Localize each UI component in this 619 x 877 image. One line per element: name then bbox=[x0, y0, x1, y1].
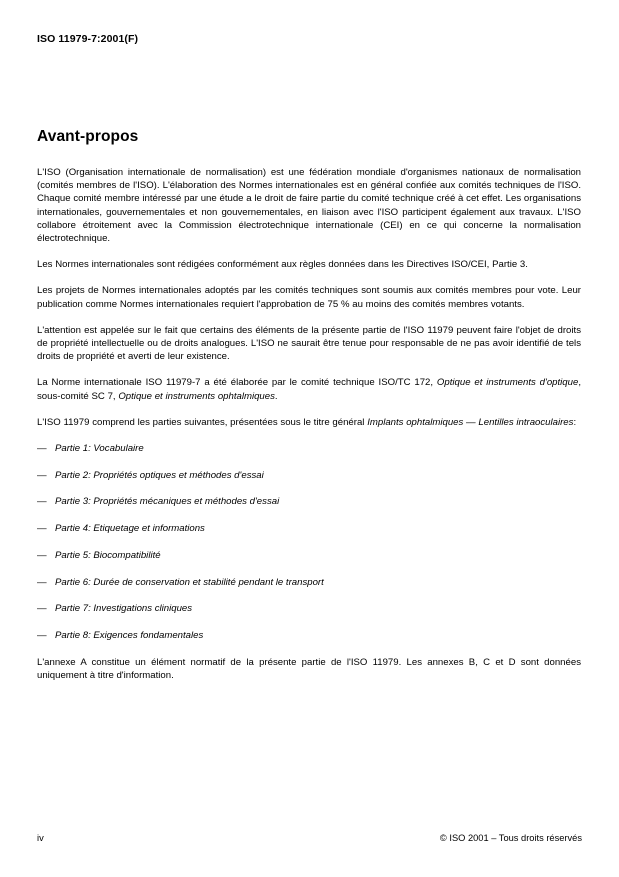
list-item bbox=[37, 442, 581, 455]
list-item bbox=[37, 602, 581, 615]
footer-copyright: © ISO 2001 – Tous droits réservés bbox=[439, 833, 582, 843]
committee-text-end: . bbox=[274, 390, 278, 402]
list-item-label: Partie 4: Etiquetage et informations bbox=[55, 523, 205, 535]
page-title: Avant-propos bbox=[37, 128, 139, 145]
em-dash-bullet-icon: — bbox=[37, 443, 47, 455]
committee-title-tc: Optique et instruments d'optique bbox=[436, 377, 579, 389]
em-dash-bullet-icon: — bbox=[37, 603, 47, 615]
list-item bbox=[37, 576, 581, 589]
page-footer bbox=[37, 833, 582, 845]
parts-intro-lead: L'ISO 11979 comprend les parties suivantes, présentées sous le titre général bbox=[37, 416, 368, 428]
list-item-label: Partie 6: Durée de conservation et stabilité pendant le transport bbox=[55, 576, 324, 588]
parts-list bbox=[37, 442, 581, 642]
general-title: Implants ophtalmiques — Lentilles intraoculaires bbox=[367, 416, 574, 428]
parts-intro-paragraph bbox=[37, 416, 581, 429]
list-item-label: Partie 2: Propriétés optiques et méthodes d'essai bbox=[55, 469, 264, 481]
em-dash-bullet-icon: — bbox=[37, 576, 47, 588]
foreword-paragraph-2: Les Normes internationales sont rédigées conformément aux règles données dans les Directives ISO/CEI, Partie 3. bbox=[37, 259, 528, 271]
list-item-label: Partie 8: Exigences fondamentales bbox=[55, 629, 204, 641]
document-body bbox=[37, 128, 581, 682]
foreword-paragraph-3: Les projets de Normes internationales adoptés par les comités techniques sont soumis aux comités membres pour vote. Leur publication comme Normes internationales requiert l'approbation de 75 % au moins des comités membres votants. bbox=[37, 285, 581, 310]
list-item-label: Partie 3: Propriétés mécaniques et méthodes d'essai bbox=[55, 496, 280, 508]
list-item-label: Partie 7: Investigations cliniques bbox=[55, 603, 193, 615]
em-dash-bullet-icon: — bbox=[37, 496, 47, 508]
footer-page-number: iv bbox=[37, 833, 44, 843]
committee-paragraph bbox=[37, 376, 581, 402]
document-header-reference: ISO 11979-7:2001(F) bbox=[37, 33, 139, 45]
foreword-paragraph-4: L'attention est appelée sur le fait que certains des éléments de la présente partie de l'ISO 11979 peuvent faire l'objet de droits de propriété intellectuelle ou de droits analogues. L'ISO ne saurait être tenue pour responsable de ne pas avoir identifié de tels droits de propriété et averti de leur existence. bbox=[37, 324, 581, 363]
committee-text-lead: La Norme internationale ISO 11979-7 a été élaborée par le comité technique ISO/TC 172, bbox=[37, 377, 437, 389]
em-dash-bullet-icon: — bbox=[37, 549, 47, 561]
foreword-paragraph-1: L'ISO (Organisation internationale de normalisation) est une fédération mondiale d'organismes nationaux de normalisation (comités membres de l'ISO). L'élaboration des Normes internationales est en général confiée aux comités techniques de l'ISO. Chaque comité membre intéressé par une étude a le droit de faire partie du comité technique créé à cet effet. Les organisations internationales, gouvernementales et non gouvernementales, en liaison avec l'ISO participent également aux travaux. L'ISO collabore étroitement avec la Commission électrotechnique internationale (CEI) en ce qui concerne la normalisation électrotechnique. bbox=[37, 167, 581, 245]
committee-title-sc: Optique et instruments ophtalmiques bbox=[118, 390, 275, 402]
em-dash-bullet-icon: — bbox=[37, 629, 47, 641]
committee-text-mid: , sous-comité SC 7, bbox=[37, 377, 581, 402]
em-dash-bullet-icon: — bbox=[37, 469, 47, 481]
parts-intro-end: : bbox=[573, 416, 577, 428]
list-item-label: Partie 5: Biocompatibilité bbox=[55, 549, 161, 561]
list-item bbox=[37, 469, 581, 482]
list-item bbox=[37, 549, 581, 562]
list-item bbox=[37, 629, 581, 642]
list-item-label: Partie 1: Vocabulaire bbox=[55, 443, 144, 455]
em-dash-bullet-icon: — bbox=[37, 523, 47, 535]
annex-paragraph: L'annexe A constitue un élément normatif de la présente partie de l'ISO 11979. Les annexes B, C et D sont données uniquement à titre d'information. bbox=[37, 656, 581, 681]
list-item bbox=[37, 495, 581, 508]
list-item bbox=[37, 522, 581, 535]
